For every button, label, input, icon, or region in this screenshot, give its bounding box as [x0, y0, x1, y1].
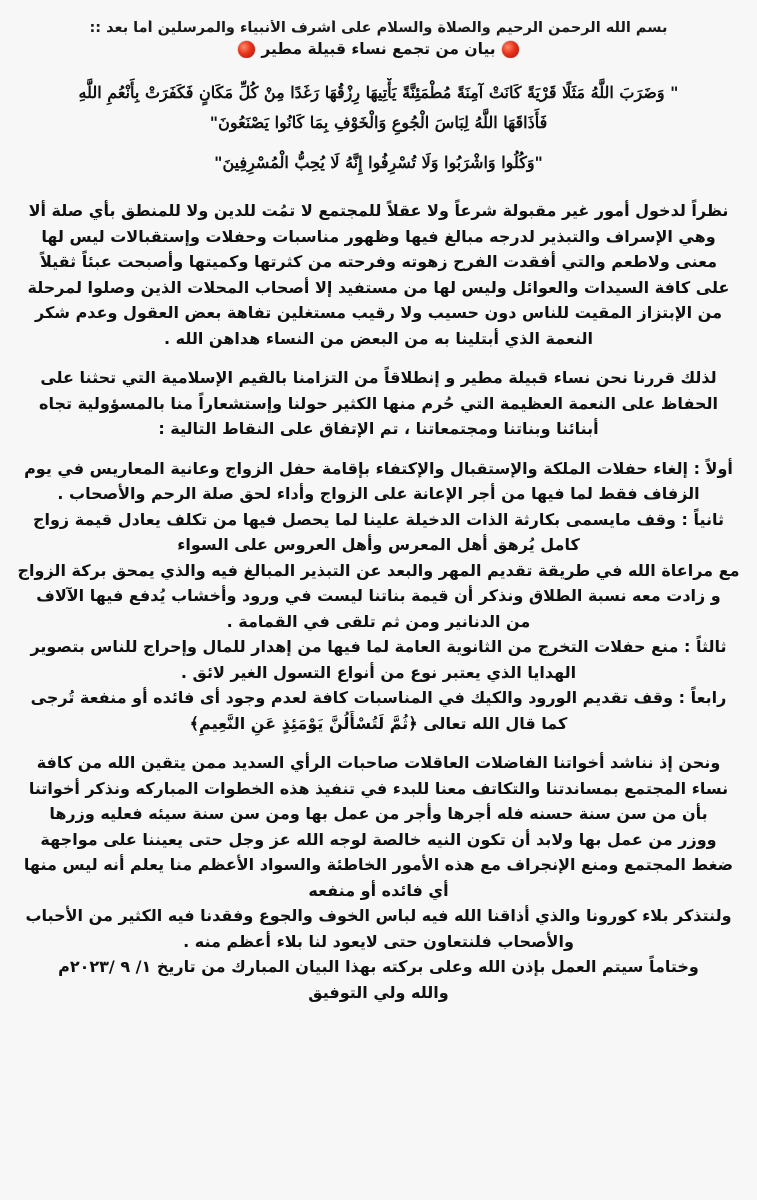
paragraph-decision: [16, 365, 741, 442]
paragraph-intro: [16, 198, 741, 351]
point-line: رابعاً : وقف تقديم الورود والكيك في المناسبات كافة لعدم وجود أى فائده أو منفعة تُرجى: [30, 688, 727, 707]
text-line: بأن من سن سنة حسنه فله أجرها وأجر من عمل بها ومن سن سنة سيئه فعليه وزرها: [49, 804, 708, 823]
point-line: كامل يُرهق أهل المعرس وأهل العروس على السواء: [177, 535, 580, 554]
verse-1-line-1: " وَضَرَبَ اللَّهُ مَثَلًا قَرْيَةً كَانَتْ آمِنَةً مُطْمَئِنَّةً يَأْتِيهَا رِزْقُهَا رَغَدًا مِنْ كُلِّ مَكَانٍ فَكَفَرَتْ بِأَنْعُمِ اللَّهِ: [78, 83, 679, 102]
verse-2: "وَكُلُوا وَاشْرَبُوا وَلَا تُسْرِفُوا إِنَّهُ لَا يُحِبُّ الْمُسْرِفِينَ": [214, 153, 543, 172]
point-line-quran-citation: كما قال الله تعالى ﴿ثُمَّ لَتُسْأَلُنَّ يَوْمَئِذٍ عَنِ النَّعِيمِ﴾: [189, 713, 568, 733]
closing: [16, 954, 741, 1005]
text-line: من الإبتزاز المقيت للناس دون حسيب ولا رقيب مستغلين تفاهة بعض العقول وعدم شكر: [35, 303, 722, 322]
text-line: أي فائده أو منفعه: [308, 880, 449, 900]
text-line: ضغط المجتمع ومنع الإنجراف مع هذه الأمور الخاطئة والسواد الأعظم منا يعلم أنه ليس منها: [23, 855, 734, 874]
verse-1-line-2: فَأَذَاقَهَا اللَّهُ لِبَاسَ الْجُوعِ وَالْخَوْفِ بِمَا كَانُوا يَصْنَعُونَ": [209, 113, 548, 132]
point-line: ثالثاً : منع حفلات التخرج من الثانوية العامة لما فيها من إهدار للمال وإحراج للناس بتصوير: [30, 637, 727, 656]
text-line: معنى ولاطعم والتي أفقدت الفرح زهوته وفرحته من كثرتها وكميتها وأصبحت عبئاً ثقيلاً: [39, 252, 717, 271]
paragraph-corona: [16, 903, 741, 954]
point-line: ثانياً : وقف مايسمى بكارثة الذات الدخيلة علينا لما يحصل فيها من تكلف يعادل قيمة زواج: [32, 509, 725, 529]
text-line: النعمة الذي أبتلينا به من البعض من النساء هداهن الله .: [163, 328, 594, 348]
point-line: أولاً : إلغاء حفلات الملكة والإستقبال والإكتفاء بإقامة حفل الزواج وعانية المعاريس في يوم: [24, 458, 733, 478]
statement-title: بيان من تجمع نساء قبيلة مطير: [261, 40, 496, 58]
red-circle-icon: [238, 41, 255, 58]
statement-title-row: [16, 40, 741, 58]
point-line: الزفاف فقط لما فيها من أجر الإعانة على الزواج وأداء لحق صلة الرحم والأصحاب .: [57, 484, 700, 503]
closing-signoff: والله ولي التوفيق: [308, 982, 449, 1002]
point-line: و زادت معه نسبة الطلاق ونذكر أن قيمة بناتنا ليست في ورود وأخشاب يُدفع فيها الآلاف: [36, 586, 721, 605]
closing-date-line: وختاماً سيتم العمل بإذن الله وعلى بركته بهذا البيان المبارك من تاريخ ١/ ٩ /٢٠٢٣م: [58, 957, 699, 976]
points-list: [16, 456, 741, 737]
red-circle-icon: [502, 41, 519, 58]
text-line: نساء المجتمع بمساندتنا والتكاتف معنا للبدء في تنفيذ هذه الخطوات المباركه ونذكر أخواتنا: [28, 778, 729, 798]
text-line: على كافة السيدات والعوائل وليس لها من مستفيد إلا أصحاب المحلات الذين وصلوا لمرحلة: [27, 277, 730, 297]
text-line: أبنائنا وبناتنا ومجتمعاتنا ، تم الإتفاق على النقاط التالية :: [158, 419, 599, 438]
text-line: ولنتذكر بلاء كورونا والذي أذاقنا الله فيه لباس الخوف والجوع وفقدنا فيه الكثير من الأحباب: [25, 906, 732, 925]
text-line: الحفاظ على النعمة العظيمة التي حُرم منها الكثير حولنا وإستشعاراً منا بالمسؤولية تجاه: [39, 393, 718, 413]
paragraph-appeal: [16, 750, 741, 903]
text-line: والأصحاب فلنتعاون حتى لايعود لنا بلاء أعظم منه .: [183, 931, 574, 951]
point-line: مع مراعاة الله في طريقة تقديم المهر والبعد عن التبذير المبالغ فيه والذي يمحق بركة الزواج: [17, 560, 740, 580]
text-line: ووزر من عمل بها ولابد أن تكون النيه خالصة لوجه الله عز وجل حتى يعيننا على مواجهة: [40, 829, 717, 849]
text-line: لذلك قررنا نحن نساء قبيلة مطير و إنطلاقاً من التزامنا بالقيم الإسلامية التي تحثنا على: [40, 368, 717, 387]
text-line: ونحن إذ نناشد أخواتنا الفاضلات العاقلات صاحبات الرأي السديد ممن يتقين الله من كافة: [36, 753, 721, 772]
point-line: الهدايا الذي يعتبر نوع من أنواع التسول الغير لائق .: [180, 662, 577, 682]
text-line: وهي الإسراف والتبذير لدرجه مبالغ فيها وظهور مناسبات وحفلات وإستقبالات ليس لها: [41, 226, 716, 246]
basmala-line: بسم الله الرحمن الرحيم والصلاة والسلام على أشرف الأنبياء والمرسلين أما بعد ::: [89, 20, 668, 36]
point-line: من الدنانير ومن ثم تلقى في القمامة .: [226, 611, 531, 631]
text-line: نظراً لدخول أمور غير مقبولة شرعاً ولا عقلاً للمجتمع لا تمُت للدين ولا للمنطق بأي صلة ألا: [28, 201, 729, 220]
